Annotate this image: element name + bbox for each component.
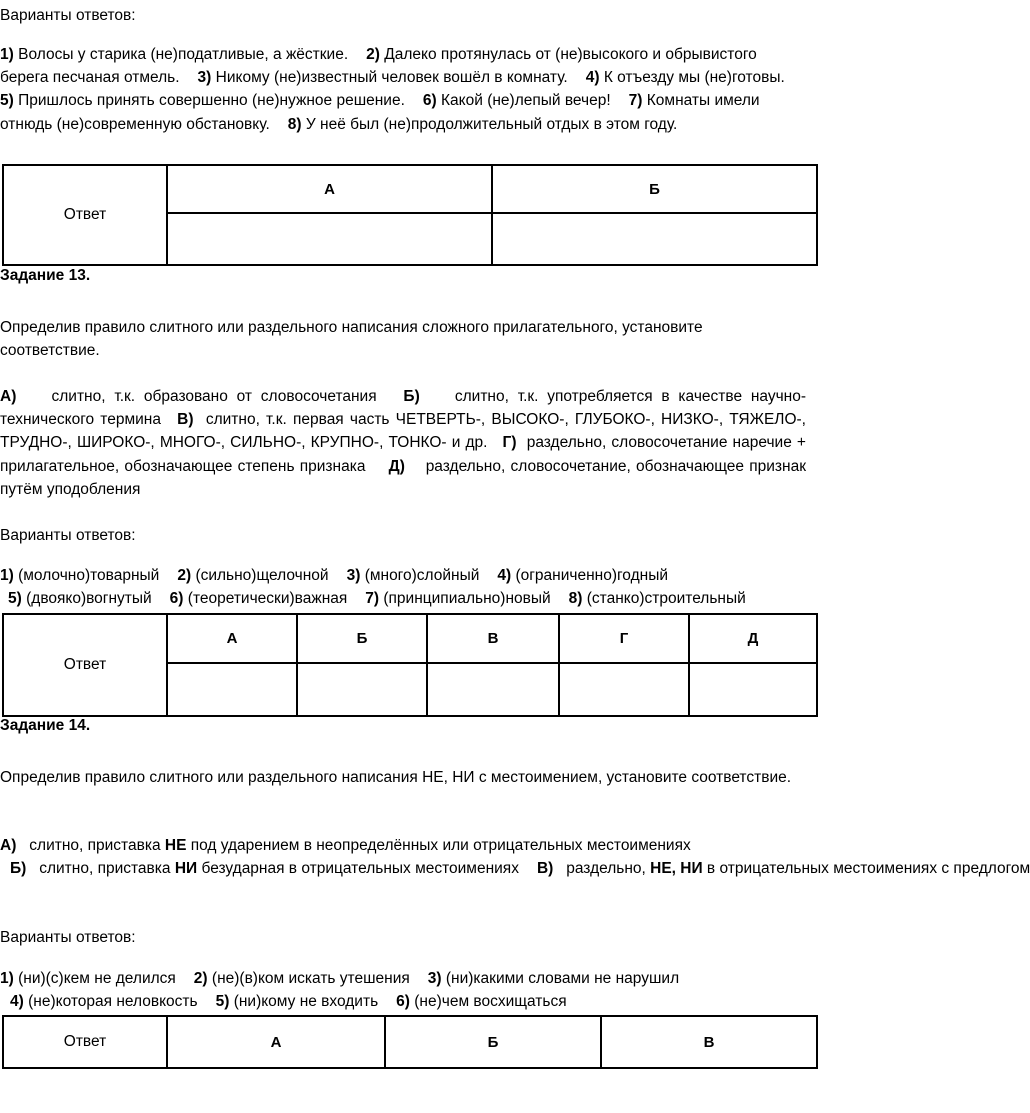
task13-options-line2: 5) (двояко)вогнутый 6) (теоретически)важная 7) (принципиально)новый 8) (станко)строительный	[8, 590, 746, 607]
answer-header-v: В	[427, 614, 559, 663]
task13-heading: Задание 13.	[0, 267, 91, 284]
answer-header-a: А	[167, 614, 297, 663]
answer-cell-v[interactable]	[427, 663, 559, 716]
task14-options-line1: 1) (ни)(с)кем не делился 2) (не)(в)ком искать утешения 3) (ни)какими словами не нарушил	[0, 970, 680, 987]
task14-variants-label: Варианты ответов:	[0, 929, 136, 946]
task13-options-line1: 1) (молочно)товарный 2) (сильно)щелочной 3) (много)слойный 4) (ограниченно)годный	[0, 567, 668, 584]
answer-table-14	[2, 1015, 818, 1069]
answer-header-b: Б	[297, 614, 427, 663]
answer-label: Ответ	[3, 165, 167, 265]
task13-instruction: Определив правило слитного или раздельного написания сложного прилагательного, установите соответствие.	[0, 319, 703, 360]
answer-table-12	[2, 164, 818, 266]
answer-header-v: В	[601, 1016, 817, 1068]
answer-label: Ответ	[3, 614, 167, 716]
answer-label: Ответ	[3, 1016, 167, 1068]
answer-header-b: Б	[492, 165, 817, 213]
answer-cell-a[interactable]	[167, 663, 297, 716]
answer-header-a: А	[167, 165, 492, 213]
task13-variants-label: Варианты ответов:	[0, 527, 136, 544]
task14-rule-a: А) слитно, приставка НЕ под ударением в неопределённых или отрицательных местоимениях	[0, 837, 691, 854]
task14-options-line2: 4) (не)которая неловкость 5) (ни)кому не входить 6) (не)чем восхищаться	[10, 993, 567, 1010]
answer-header-d: Д	[689, 614, 817, 663]
variants-label: Варианты ответов:	[0, 7, 136, 24]
task14-rule-b-c: Б) слитно, приставка НИ безударная в отрицательных местоимениях В) раздельно, НЕ, НИ в отрицательных местоимениях с предлогом	[10, 860, 1030, 877]
answer-header-a: А	[167, 1016, 385, 1068]
task13-rules: А) слитно, т.к. образовано от словосочетания Б) слитно, т.к. употребляется в качестве научно-технического термина В) слитно, т.к. первая часть ЧЕТВЕРТЬ-, ВЫСОКО-, ГЛУБОКО-, НИЗКО-, ТЯЖЕЛО-, ТРУДНО-, ШИРОКО-, МНОГО-, СИЛЬНО-, КРУПНО-, ТОНКО- и др. Г) раздельно, словосочетание наречие + прилагательное, обозначающее степень признака Д) раздельно, словосочетание, обозначающее признак путём уподобления	[0, 388, 807, 498]
block12-options: 1) Волосы у старика (не)податливые, а жёсткие. 2) Далеко протянулась от (не)высокого и обрывистого берега песчаная отмель. 3) Никому (не)известный человек вошёл в комнату. 4) К отъезду мы (не)готовы.5) Пришлось принять совершенно (не)нужное решение. 6) Какой (не)лепый вечер! 7) Комнаты имели отнюдь (не)современную обстановку. 8) У неё был (не)продолжительный отдых в этом году.	[0, 46, 785, 133]
task14-heading: Задание 14.	[0, 717, 91, 734]
answer-cell-g[interactable]	[559, 663, 689, 716]
task14-instruction: Определив правило слитного или раздельного написания НЕ, НИ с местоимением, установите соответствие.	[0, 769, 792, 786]
answer-cell-d[interactable]	[689, 663, 817, 716]
answer-header-g: Г	[559, 614, 689, 663]
answer-cell-b[interactable]	[492, 213, 817, 265]
answer-header-b: Б	[385, 1016, 601, 1068]
answer-table-13	[2, 613, 818, 717]
answer-cell-a[interactable]	[167, 213, 492, 265]
answer-cell-b[interactable]	[297, 663, 427, 716]
